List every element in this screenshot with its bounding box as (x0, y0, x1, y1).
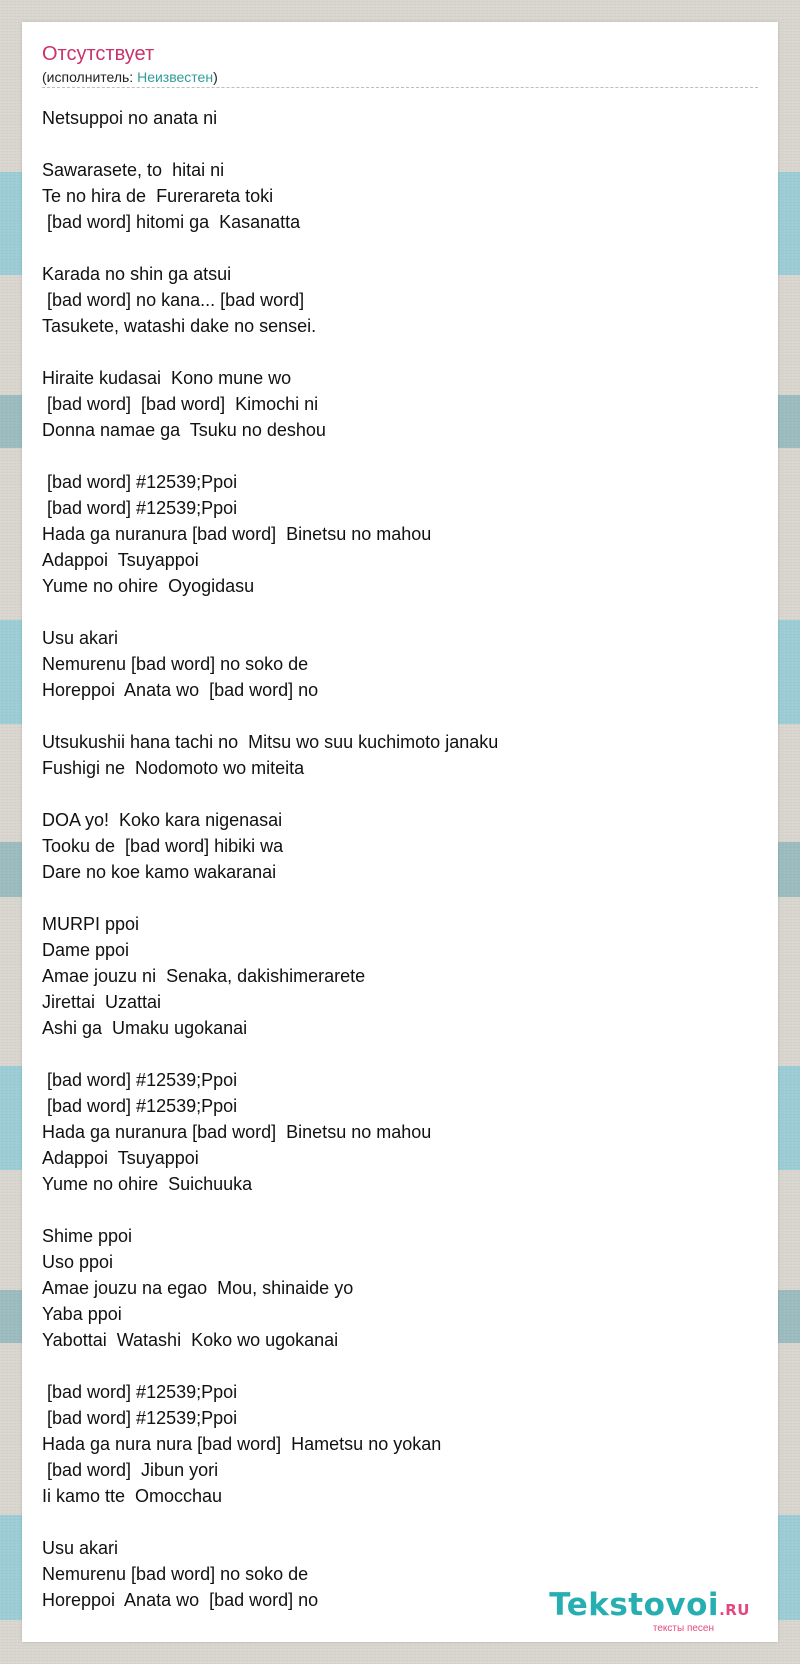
song-header (42, 42, 758, 88)
lyric-line: [bad word] [bad word] Kimochi ni (42, 394, 319, 414)
lyric-line: Usu akari (42, 1538, 119, 1558)
lyric-line: Yaba ppoi (42, 1304, 122, 1324)
lyric-line: [bad word] hitomi ga Kasanatta (42, 212, 301, 232)
song-title: Отсутствует (42, 43, 155, 65)
lyric-line: Dare no koe kamo wakaranai (42, 862, 277, 882)
lyric-line: Usu akari (42, 628, 119, 648)
lyric-line: [bad word] #12539;Ppoi (42, 498, 238, 518)
lyric-line: Horeppoi Anata wo [bad word] no (42, 1590, 319, 1610)
logo-tagline: тексты песен (652, 1623, 714, 1634)
logo-tld: .RU (719, 1601, 750, 1619)
lyric-line: Yume no ohire Oyogidasu (42, 576, 255, 596)
stanza-break (42, 1197, 758, 1223)
stanza-break (42, 1041, 758, 1067)
lyric-line: [bad word] #12539;Ppoi (42, 1096, 238, 1116)
lyric-line: Nemurenu [bad word] no soko de (42, 1564, 309, 1584)
lyric-line: MURPI ppoi (42, 914, 140, 934)
lyric-line: Dame ppoi (42, 940, 130, 960)
lyric-line: Hada ga nuranura [bad word] Binetsu no mahou (42, 1122, 432, 1142)
lyric-line: [bad word] no kana... [bad word] (42, 290, 305, 310)
lyric-line: [bad word] #12539;Ppoi (42, 472, 238, 492)
lyric-line: Ashi ga Umaku ugokanai (42, 1018, 248, 1038)
lyric-line: Adappoi Tsuyappoi (42, 550, 199, 570)
lyric-line: Jirettai Uzattai (42, 992, 162, 1012)
lyrics-card (22, 22, 778, 1642)
lyric-line: Hiraite kudasai Kono mune wo (42, 368, 292, 388)
lyrics-text (42, 105, 758, 1613)
stanza-break (42, 131, 758, 157)
artist-link[interactable]: Неизвестен (137, 69, 214, 85)
lyric-line: Hada ga nuranura [bad word] Binetsu no mahou (42, 524, 432, 544)
lyric-line: Yabottai Watashi Koko wo ugokanai (42, 1330, 339, 1350)
stanza-break (42, 1353, 758, 1379)
logo-wordmark: Tekstovoi (549, 1587, 720, 1623)
site-logo[interactable] (549, 1588, 750, 1634)
stanza-break (42, 1509, 758, 1535)
lyric-line: Sawarasete, to hitai ni (42, 160, 225, 180)
lyric-line: Utsukushii hana tachi no Mitsu wo suu kuchimoto janaku (42, 732, 499, 752)
stanza-break (42, 443, 758, 469)
lyric-line: Karada no shin ga atsui (42, 264, 232, 284)
stanza-break (42, 885, 758, 911)
artist-line (42, 68, 758, 86)
artist-suffix: ) (213, 69, 218, 85)
lyric-line: Adappoi Tsuyappoi (42, 1148, 199, 1168)
lyric-line: Donna namae ga Tsuku no deshou (42, 420, 326, 440)
artist-prefix: (исполнитель: (42, 69, 138, 85)
lyric-line: Uso ppoi (42, 1252, 114, 1272)
lyric-line: Te no hira de Furerareta toki (42, 186, 274, 206)
stanza-break (42, 599, 758, 625)
lyric-line: [bad word] #12539;Ppoi (42, 1070, 238, 1090)
lyric-line: Fushigi ne Nodomoto wo miteita (42, 758, 305, 778)
lyric-line: Amae jouzu na egao Mou, shinaide yo (42, 1278, 354, 1298)
stanza-break (42, 235, 758, 261)
lyric-line: Yume no ohire Suichuuka (42, 1174, 253, 1194)
lyric-line: Netsuppoi no anata ni (42, 108, 218, 128)
lyric-line: Tooku de [bad word] hibiki wa (42, 836, 284, 856)
lyric-line: Shime ppoi (42, 1226, 133, 1246)
lyric-line: Horeppoi Anata wo [bad word] no (42, 680, 319, 700)
lyric-line: [bad word] Jibun yori (42, 1460, 219, 1480)
lyric-line: [bad word] #12539;Ppoi (42, 1408, 238, 1428)
lyric-line: Nemurenu [bad word] no soko de (42, 654, 309, 674)
stanza-break (42, 781, 758, 807)
lyric-line: Ii kamo tte Omocchau (42, 1486, 223, 1506)
lyric-line: Hada ga nura nura [bad word] Hametsu no yokan (42, 1434, 442, 1454)
stanza-break (42, 339, 758, 365)
lyric-line: Amae jouzu ni Senaka, dakishimerarete (42, 966, 366, 986)
lyric-line: [bad word] #12539;Ppoi (42, 1382, 238, 1402)
stanza-break (42, 703, 758, 729)
lyric-line: Tasukete, watashi dake no sensei. (42, 316, 317, 336)
lyric-line: DOA yo! Koko kara nigenasai (42, 810, 283, 830)
